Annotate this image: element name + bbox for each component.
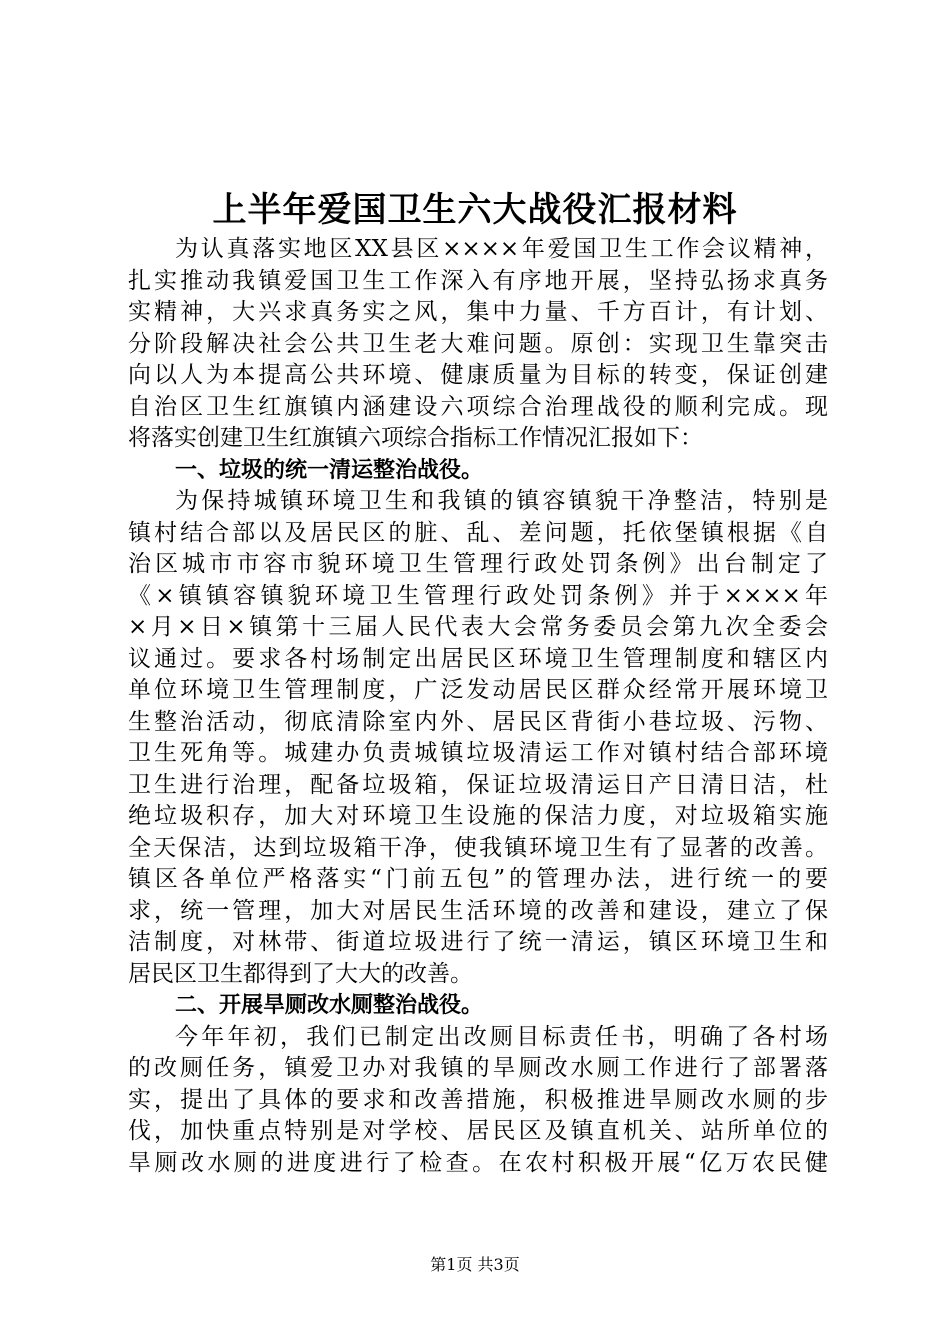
document-body: [128, 234, 828, 1179]
section-heading: 二、开展旱厕改水厕整治战役。: [175, 993, 484, 1018]
text-line: 镇区各单位严格落实“门前五包”的管理办法，进行统一的要: [128, 866, 828, 892]
page-footer: 第1页 共3页: [430, 1255, 520, 1274]
text-line: 生整治活动，彻底清除室内外、居民区背街小巷垃圾、污物、: [128, 708, 828, 735]
text-line: 治区城市市容市貌环境卫生管理行政处罚条例》出台制定了: [128, 551, 828, 577]
page-title: 上半年爱国卫生六大战役汇报材料: [212, 190, 738, 230]
text-line: 为保持城镇环境卫生和我镇的镇容镇貌干净整洁，特别是: [175, 488, 828, 514]
text-line: 向以人为本提高公共环境、健康质量为目标的转变，保证创建: [128, 362, 828, 388]
text-line: ×月×日×镇第十三届人民代表大会常务委员会第九次全委会: [128, 614, 828, 640]
text-line: 单位环境卫生管理制度，广泛发动居民区群众经常开展环境卫: [128, 677, 828, 703]
text-line: 分阶段解决社会公共卫生老大难问题。原创：实现卫生靠突击: [128, 330, 828, 357]
text-line: 扎实推动我镇爱国卫生工作深入有序地开展，坚持弘扬求真务: [128, 267, 828, 294]
text-line: 的改厕任务，镇爱卫办对我镇的旱厕改水厕工作进行了部署落: [128, 1055, 828, 1081]
text-line: 实精神，大兴求真务实之风，集中力量、千方百计，有计划、: [128, 299, 828, 325]
text-line: 实，提出了具体的要求和改善措施，积极推进旱厕改水厕的步: [128, 1086, 828, 1113]
text-line: 全天保洁，达到垃圾箱干净，使我镇环境卫生有了显著的改善。: [128, 834, 828, 861]
text-line: 伐，加快重点特别是对学校、居民区及镇直机关、站所单位的: [128, 1118, 828, 1144]
text-line: 绝垃圾积存，加大对环境卫生设施的保洁力度，对垃圾箱实施: [128, 803, 828, 829]
text-line: 议通过。要求各村场制定出居民区环境卫生管理制度和辖区内: [128, 645, 828, 672]
text-line: 今年年初，我们已制定出改厕目标责任书，明确了各村场: [175, 1023, 828, 1050]
text-line: 卫生死角等。城建办负责城镇垃圾清运工作对镇村结合部环境: [128, 740, 828, 766]
text-line: 镇村结合部以及居民区的脏、乱、差问题，托依堡镇根据《自: [128, 519, 828, 546]
text-line: 旱厕改水厕的进度进行了检查。在农村积极开展“亿万农民健: [128, 1149, 828, 1176]
text-line: 居民区卫生都得到了大大的改善。: [128, 960, 473, 987]
text-line: 自治区卫生红旗镇内涵建设六项综合治理战役的顺利完成。现: [128, 393, 828, 420]
text-line: 卫生进行治理，配备垃圾箱，保证垃圾清运日产日清日洁，杜: [128, 771, 828, 798]
text-line: 洁制度，对林带、街道垃圾进行了统一清运，镇区环境卫生和: [128, 929, 828, 955]
text-line: 求，统一管理，加大对居民生活环境的改善和建设，建立了保: [128, 897, 828, 924]
text-line: 《×镇镇容镇貌环境卫生管理行政处罚条例》并于××××年: [128, 582, 828, 609]
text-line: 将落实创建卫生红旗镇六项综合指标工作情况汇报如下：: [128, 425, 703, 451]
section-heading: 一、垃圾的统一清运整治战役。: [175, 457, 484, 483]
text-line: 为认真落实地区XX县区××××年爱国卫生工作会议精神，: [175, 236, 828, 262]
